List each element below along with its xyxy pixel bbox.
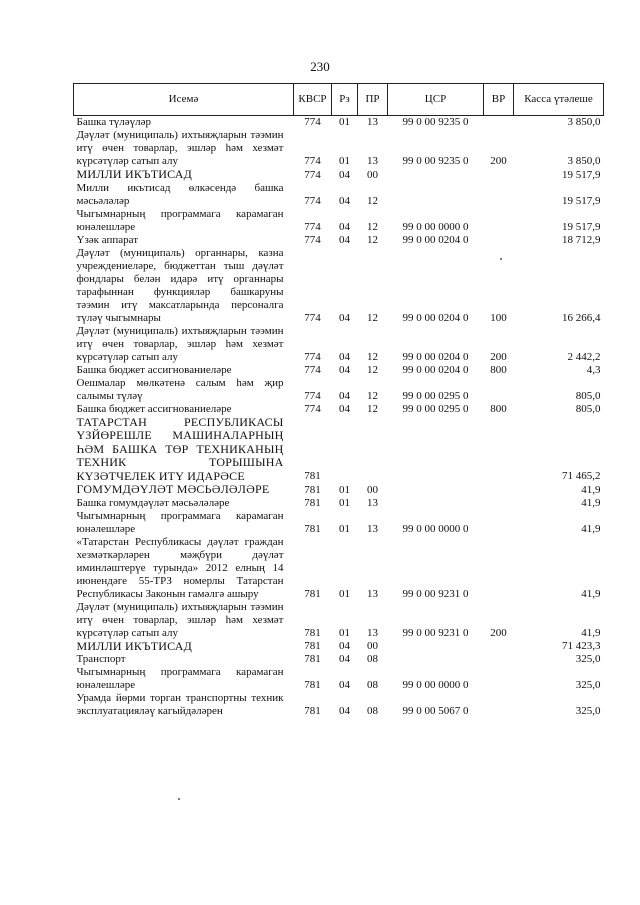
cell-pr: 00 xyxy=(367,640,378,652)
cell-amount: 18 712,9 xyxy=(562,233,601,246)
cell-vr xyxy=(484,666,514,692)
cell-pr: 00 xyxy=(367,483,378,496)
scan-speck xyxy=(178,798,180,800)
cell-amount: 3 850,0 xyxy=(567,116,601,128)
cell-pr: 13 xyxy=(367,116,378,128)
cell-csr: 99 0 00 0295 0 xyxy=(402,389,469,402)
cell-kvsr: 774 xyxy=(304,311,321,324)
table-row xyxy=(74,510,604,536)
cell-vr xyxy=(484,208,514,234)
cell-rz: 04 xyxy=(339,350,350,363)
cell-pr: 08 xyxy=(367,705,378,717)
cell-amount: 325,0 xyxy=(575,679,601,691)
cell-name: Башка бюджет ассигнованиеләре xyxy=(76,402,232,415)
scan-speck xyxy=(500,258,502,260)
cell-name: Урамда йөрми торган транспортны техник эксплуатацияләү кагыйдәләрен xyxy=(76,692,284,717)
cell-kvsr: 774 xyxy=(304,116,321,128)
cell-amount: 3 850,0 xyxy=(567,155,601,167)
cell-pr: 12 xyxy=(367,389,378,402)
cell-csr: 99 0 00 0204 0 xyxy=(402,350,469,363)
cell-name: Чыгымнарның программага карамаган юнәлешләре xyxy=(76,509,284,535)
cell-csr: 99 0 00 0295 0 xyxy=(402,402,469,415)
cell-pr: 13 xyxy=(367,626,378,639)
cell-pr: 12 xyxy=(367,194,378,207)
header-vr: ВР xyxy=(484,84,514,116)
cell-name: Дәүләт (муниципаль) ихтыяҗларын тәэмин итү өчен товарлар, эшләр һәм хезмәт күрсәтүләр сатып алу xyxy=(76,600,284,639)
cell-vr xyxy=(484,483,514,497)
table-header xyxy=(74,84,604,116)
cell-vr xyxy=(484,692,514,718)
cell-vr xyxy=(484,377,514,403)
cell-kvsr: 781 xyxy=(304,483,321,496)
cell-vr xyxy=(484,116,514,130)
cell-name: Чыгымнарның программага карамаган юнәлешләре xyxy=(76,666,284,691)
table-row xyxy=(74,601,604,640)
cell-pr: 12 xyxy=(367,363,378,376)
cell-pr: 12 xyxy=(367,402,378,415)
table-row xyxy=(74,325,604,364)
table-row xyxy=(74,116,604,130)
cell-name: Башка гомумдәүләт мәсьәләләре xyxy=(76,496,230,509)
cell-vr xyxy=(484,653,514,666)
cell-kvsr: 774 xyxy=(304,402,321,415)
header-name: Исемә xyxy=(74,84,294,116)
cell-vr xyxy=(484,182,514,208)
cell-vr: 800 xyxy=(490,363,507,376)
cell-amount: 19 517,9 xyxy=(562,168,601,181)
header-amount: Касса үтәлеше xyxy=(514,84,604,116)
cell-csr: 99 0 00 0000 0 xyxy=(402,522,469,535)
cell-name: МИЛЛИ ИКЪТИСАД xyxy=(76,638,192,653)
cell-rz: 01 xyxy=(339,496,350,509)
cell-amount: 4,3 xyxy=(586,363,601,376)
table-row xyxy=(74,182,604,208)
cell-csr: 99 0 00 9231 0 xyxy=(402,587,469,600)
cell-name: Үзәк аппарат xyxy=(76,233,139,246)
cell-kvsr: 781 xyxy=(304,640,321,652)
cell-amount: 19 517,9 xyxy=(562,220,601,233)
header-rz: Рз xyxy=(332,84,358,116)
cell-pr: 08 xyxy=(367,679,378,691)
cell-vr xyxy=(484,640,514,654)
table-row xyxy=(74,364,604,377)
cell-name: МИЛЛИ ИКЪТИСАД xyxy=(76,167,192,181)
cell-kvsr: 774 xyxy=(304,168,321,181)
cell-csr: 99 0 00 9235 0 xyxy=(402,155,469,167)
cell-rz: 04 xyxy=(339,705,350,717)
table-row xyxy=(74,416,604,484)
cell-vr xyxy=(484,510,514,536)
cell-amount: 41,9 xyxy=(581,483,601,496)
cell-name: «Татарстан Республикасы дәүләт граждан хезмәткәрләрен мәҗбүри дәүләт иминләштерүе турында» 2012 елның 14 июнендәге 55-ТРЗ номерлы Татарстан Республикасы Законын гамәлгә ашыру xyxy=(76,535,284,600)
cell-kvsr: 781 xyxy=(304,705,321,717)
cell-kvsr: 781 xyxy=(304,653,321,665)
cell-rz: 04 xyxy=(339,220,350,233)
cell-rz: 04 xyxy=(339,311,350,324)
cell-rz: 01 xyxy=(339,587,350,600)
table-row xyxy=(74,208,604,234)
cell-rz: 04 xyxy=(339,653,350,665)
table-row xyxy=(74,692,604,718)
cell-rz: 04 xyxy=(339,233,350,246)
table-row xyxy=(74,640,604,654)
cell-vr: 100 xyxy=(490,311,507,324)
cell-kvsr: 774 xyxy=(304,350,321,363)
cell-rz: 01 xyxy=(339,626,350,639)
cell-rz xyxy=(332,416,358,484)
cell-rz: 04 xyxy=(339,679,350,691)
cell-pr: 00 xyxy=(367,168,378,181)
cell-name: Оешмалар мөлкәтенә салым һәм җир салымы түләү xyxy=(76,376,284,402)
cell-rz: 01 xyxy=(339,483,350,496)
table-row xyxy=(74,247,604,325)
cell-kvsr: 774 xyxy=(304,389,321,402)
cell-csr xyxy=(388,182,484,208)
cell-rz: 04 xyxy=(339,640,350,652)
cell-csr: 99 0 00 0204 0 xyxy=(402,233,469,246)
cell-rz: 04 xyxy=(339,363,350,376)
cell-csr: 99 0 00 5067 0 xyxy=(402,705,469,717)
cell-vr: 200 xyxy=(490,350,507,363)
cell-csr xyxy=(388,653,484,666)
cell-csr: 99 0 00 0000 0 xyxy=(402,220,469,233)
cell-name: Дәүләт (муниципаль) ихтыяҗларын тәэмин итү өчен товарлар, эшләр һәм хезмәт күрсәтүләр сатып алу xyxy=(76,324,284,363)
cell-amount: 41,9 xyxy=(581,587,601,600)
cell-csr xyxy=(388,416,484,484)
cell-vr xyxy=(484,234,514,247)
cell-pr: 13 xyxy=(367,522,378,535)
cell-kvsr: 781 xyxy=(304,587,321,600)
table-row xyxy=(74,666,604,692)
cell-vr: 800 xyxy=(490,402,507,415)
cell-rz: 04 xyxy=(339,194,350,207)
cell-pr: 13 xyxy=(367,496,378,509)
header-kvsr: КВСР xyxy=(294,84,332,116)
cell-kvsr: 781 xyxy=(304,626,321,639)
cell-csr: 99 0 00 0204 0 xyxy=(402,363,469,376)
cell-rz: 04 xyxy=(339,389,350,402)
cell-csr xyxy=(388,640,484,654)
cell-pr xyxy=(358,416,388,484)
cell-name: Башка бюджет ассигнованиеләре xyxy=(76,363,232,376)
cell-pr: 12 xyxy=(367,220,378,233)
cell-amount: 805,0 xyxy=(575,402,601,415)
table-row xyxy=(74,403,604,416)
cell-vr xyxy=(484,416,514,484)
cell-name: Милли икътисад өлкәсендә башка мәсьәләләр xyxy=(76,181,284,207)
table-row xyxy=(74,536,604,601)
cell-pr: 13 xyxy=(367,587,378,600)
cell-pr: 12 xyxy=(367,311,378,324)
cell-rz: 01 xyxy=(339,522,350,535)
cell-name: Дәүләт (муниципаль) ихтыяҗларын тәэмин итү өчен товарлар, эшләр һәм хезмәт күрсәтүләр сатып алу xyxy=(76,129,284,167)
cell-name: Башка түләүләр xyxy=(76,116,152,128)
cell-pr: 08 xyxy=(367,653,378,665)
cell-csr xyxy=(388,483,484,497)
cell-vr: 200 xyxy=(490,626,507,639)
table-row xyxy=(74,653,604,666)
cell-pr: 13 xyxy=(367,155,378,167)
cell-csr: 99 0 00 0204 0 xyxy=(402,311,469,324)
cell-kvsr: 774 xyxy=(304,233,321,246)
header-pr: ПР xyxy=(358,84,388,116)
cell-csr: 99 0 00 9235 0 xyxy=(402,116,469,128)
cell-name: ТАТАРСТАН РЕСПУБЛИКАСЫ ҮЗЙӨРЕШЛЕ МАШИНАЛАРНЫҢ ҺӘМ БАШКА ТӨР ТЕХНИКАНЫҢ ТЕХНИК ТОРЫШЫНА КҮЗӘТЧЕЛЕК ИТҮ ИДАРӘСЕ xyxy=(76,414,284,483)
cell-amount: 19 517,9 xyxy=(562,194,601,207)
cell-kvsr: 781 xyxy=(304,679,321,691)
cell-rz: 04 xyxy=(339,402,350,415)
table-row xyxy=(74,497,604,510)
cell-rz: 01 xyxy=(339,116,350,128)
cell-amount: 16 266,4 xyxy=(562,311,601,324)
cell-vr: 200 xyxy=(490,155,507,167)
table-row xyxy=(74,168,604,182)
cell-amount: 805,0 xyxy=(575,389,601,402)
cell-name: Транспорт xyxy=(76,653,126,665)
cell-amount: 41,9 xyxy=(581,626,601,639)
cell-vr xyxy=(484,168,514,182)
page-number: 230 xyxy=(310,59,330,74)
cell-amount: 71 423,3 xyxy=(562,640,601,652)
cell-kvsr: 774 xyxy=(304,363,321,376)
budget-table xyxy=(73,83,604,718)
cell-csr: 99 0 00 0000 0 xyxy=(402,679,469,691)
cell-vr xyxy=(484,536,514,601)
cell-rz: 04 xyxy=(339,168,350,181)
cell-csr xyxy=(388,497,484,510)
cell-kvsr: 774 xyxy=(304,220,321,233)
table-body xyxy=(74,116,604,719)
cell-kvsr: 781 xyxy=(304,522,321,535)
cell-amount: 2 442,2 xyxy=(567,350,601,363)
table-row xyxy=(74,377,604,403)
cell-pr: 12 xyxy=(367,350,378,363)
cell-vr xyxy=(484,497,514,510)
cell-kvsr: 774 xyxy=(304,194,321,207)
header-csr: ЦСР xyxy=(388,84,484,116)
cell-kvsr: 774 xyxy=(304,155,321,167)
cell-amount: 325,0 xyxy=(575,705,601,717)
cell-kvsr: 781 xyxy=(304,470,321,482)
cell-amount: 325,0 xyxy=(575,653,601,665)
table-row xyxy=(74,129,604,168)
table-row xyxy=(74,483,604,497)
cell-name: Дәүләт (муниципаль) органнары, казна учреждениеләре, бюджеттан тыш дәүләт фондлары белән идарә итү органнары тарафыннан функцияләр башкаруны тәэмин итү максатларында персоналга түләү чыгымнары xyxy=(76,246,284,324)
cell-csr: 99 0 00 9231 0 xyxy=(402,626,469,639)
cell-rz: 01 xyxy=(339,155,350,167)
cell-amount: 41,9 xyxy=(581,496,601,509)
cell-name: Чыгымнарның программага карамаган юнәлешләре xyxy=(76,207,284,233)
table-row xyxy=(74,234,604,247)
cell-amount: 41,9 xyxy=(581,522,601,535)
cell-amount: 71 465,2 xyxy=(562,470,601,482)
cell-csr xyxy=(388,168,484,182)
cell-name: ГОМУМДӘҮЛӘТ МӘСЬӘЛӘЛӘРЕ xyxy=(76,482,270,496)
cell-kvsr: 781 xyxy=(304,496,321,509)
cell-pr: 12 xyxy=(367,233,378,246)
